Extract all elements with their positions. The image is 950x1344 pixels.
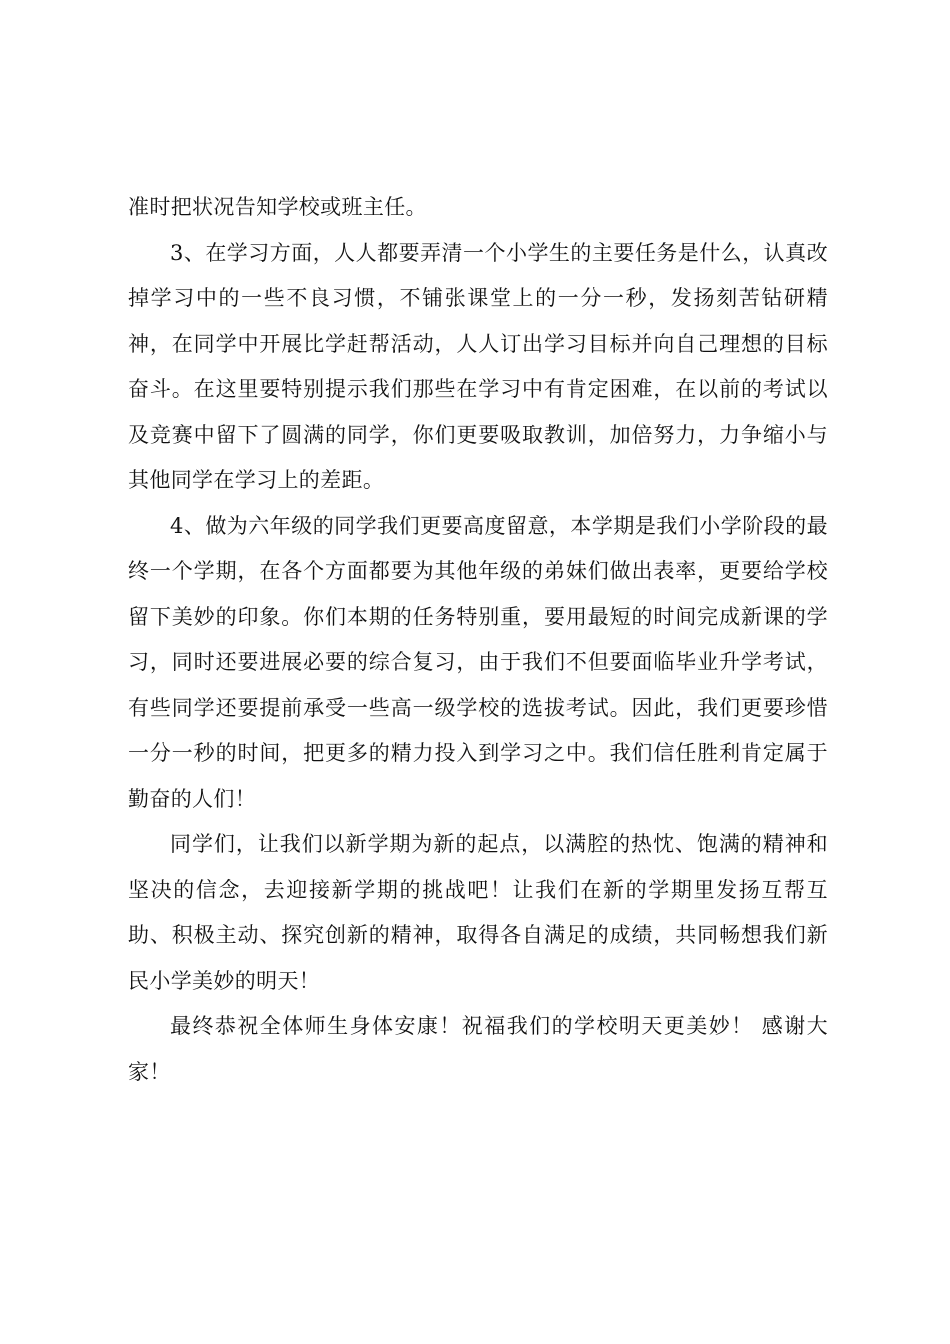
document-body [128, 185, 828, 1095]
paragraph-new-semester-call: 同学们，让我们以新学期为新的起点，以满腔的热忱、饱满的精神和坚决的信念，去迎接新学期的挑战吧！让我们在新的学期里发扬互帮互助、积极主动、探究创新的精神，取得各自满足的成绩，共同畅想我们新民小学美妙的明天！ [128, 832, 828, 993]
paragraph-item-3-study: 3、在学习方面，人人都要弄清一个小学生的主要任务是什么，认真改掉学习中的一些不良习惯，不铺张课堂上的一分一秒，发扬刻苦钻研精神，在同学中开展比学赶帮活动，人人订出学习目标并向自己理想的目标奋斗。在这里要特别提示我们那些在学习中有肯定困难，在以前的考试以及竞赛中留下了圆满的同学，你们更要吸取教训，加倍努力，力争缩小与其他同学在学习上的差距。 [128, 240, 828, 492]
paragraph-closing-wishes: 最终恭祝全体师生身体安康！祝福我们的学校明天更美妙！ 感谢大家！ [128, 1014, 828, 1084]
paragraph-continuation: 准时把状况告知学校或班主任。 [128, 195, 427, 219]
paragraph-item-4-grade-six: 4、做为六年级的同学我们更要高度留意，本学期是我们小学阶段的最终一个学期，在各个方面都要为其他年级的弟妹们做出表率，更要给学校留下美妙的印象。你们本期的任务特别重，要用最短的时间完成新课的学习，同时还要进展必要的综合复习，由于我们不但要面临毕业升学考试，有些同学还要提前承受一些高一级学校的选拔考试。因此，我们更要珍惜一分一秒的时间，把更多的精力投入到学习之中。我们信任胜利肯定属于勤奋的人们！ [128, 513, 828, 811]
